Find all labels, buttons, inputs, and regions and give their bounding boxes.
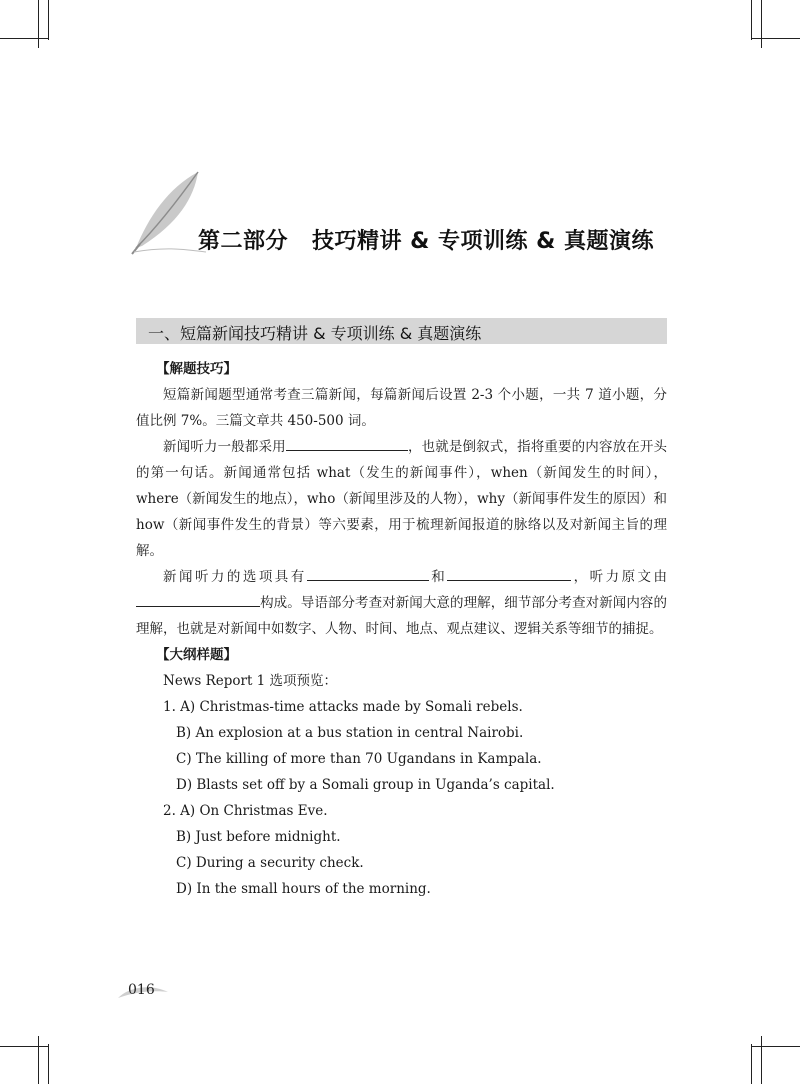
p3-mid2: ，听力原文由 (571, 569, 668, 585)
section-title: 一、短篇新闻技巧精讲 & 专项训练 & 真题演练 (148, 324, 482, 343)
part-label: 第二部分 (198, 229, 289, 254)
crop-mark (0, 38, 48, 39)
crop-mark (48, 1044, 49, 1084)
crop-mark (752, 38, 800, 39)
option-line: 1. A) Christmas-time attacks made by Somali rebels. (163, 699, 523, 715)
p3-mid: 和 (428, 569, 448, 585)
option-line: 2. A) On Christmas Eve. (163, 803, 328, 819)
part-subtitle: 技巧精讲 & 专项训练 & 真题演练 (312, 229, 655, 254)
p2-end: ，也就是倒叙式，指将重要的内容放在开头的第一句话。新闻通常包括 what（发生的新闻事件），when（新闻发生的时间），where（新闻发生的地点），who（新闻里涉及的人物），why（新闻事件发生的原因）和 how（新闻事件发生的背景）等六要素，用于梳理新闻报道的脉络以及对新闻主旨的理解。 (136, 439, 668, 559)
fill-blank[interactable] (136, 590, 260, 607)
fill-blank[interactable] (447, 564, 571, 581)
fill-blank[interactable] (307, 564, 429, 581)
crop-mark (38, 1036, 39, 1084)
option-line: D) In the small hours of the morning. (176, 881, 431, 897)
fill-blank[interactable] (286, 434, 408, 451)
option-line: D) Blasts set off by a Somali group in Uganda’s capital. (176, 777, 555, 793)
crop-mark (752, 1046, 800, 1047)
tips-paragraph-1: 短篇新闻题型通常考查三篇新闻，每篇新闻后设置 2-3 个小题，一共 7 道小题，分值比例 7%。三篇文章共 450-500 词。 (136, 387, 667, 429)
crop-mark (48, 0, 49, 40)
content (136, 356, 667, 902)
p3-start: 新闻听力的选项具有 (163, 569, 307, 585)
sample-intro: News Report 1 选项预览： (163, 673, 338, 689)
option-line: B) Just before midnight. (176, 829, 341, 845)
option-line: C) During a security check. (176, 855, 364, 871)
page-number-text: 016 (128, 982, 155, 998)
crop-mark (38, 0, 39, 48)
p2-start: 新闻听力一般都采用 (163, 439, 286, 455)
crop-mark (761, 0, 762, 48)
crop-mark (751, 1044, 752, 1084)
part-title (198, 224, 654, 255)
option-line: C) The killing of more than 70 Ugandans in Kampala. (176, 751, 542, 767)
page-number (118, 978, 168, 1004)
tips-paragraph-3 (136, 564, 667, 642)
feather-icon (128, 168, 208, 258)
option-line: B) An explosion at a bus station in central Nairobi. (176, 725, 524, 741)
crop-mark (0, 1046, 48, 1047)
tips-paragraph-2 (136, 434, 667, 564)
crop-mark (761, 1036, 762, 1084)
sample-heading: 【大纲样题】 (156, 647, 237, 663)
tips-heading: 【解题技巧】 (156, 361, 237, 377)
p3-end: 构成。导语部分考查对新闻大意的理解，细节部分考查对新闻内容的理解，也就是对新闻中如数字、人物、时间、地点、观点建议、逻辑关系等细节的捕捉。 (136, 595, 667, 637)
crop-mark (751, 0, 752, 40)
